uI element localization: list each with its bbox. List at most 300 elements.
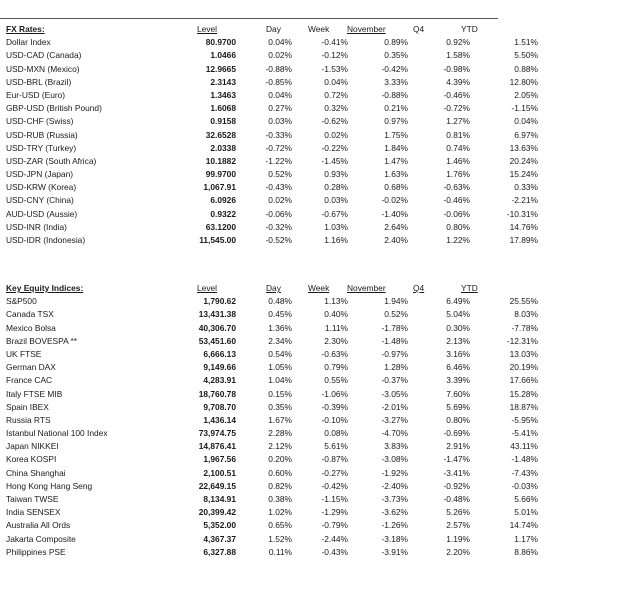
fx-cell-ytd: 13.63%: [509, 142, 538, 153]
fx-cell-q4: 1.76%: [446, 169, 470, 180]
equity-cell-q4: 1.19%: [446, 533, 470, 544]
fx-header-level: Level: [197, 24, 218, 34]
equity-cell-day: 1.02%: [268, 507, 292, 518]
equity-table-row: [0, 505, 640, 518]
equity-cell-q4: -0.92%: [443, 480, 470, 491]
equity-cell-q4: 3.39%: [446, 375, 470, 386]
equity-cell-name: Australia All Ords: [6, 520, 71, 531]
fx-cell-q4: -0.63%: [443, 182, 470, 193]
fx-cell-week: -0.12%: [321, 50, 348, 61]
fx-cell-week: -1.45%: [321, 155, 348, 166]
equity-cell-month: 0.52%: [384, 309, 408, 320]
equity-cell-month: -3.05%: [381, 388, 408, 399]
equity-cell-level: 2,100.51: [203, 467, 236, 478]
equity-cell-level: 8,134.91: [203, 494, 236, 504]
fx-cell-month: -0.42%: [381, 63, 408, 74]
fx-cell-week: -0.22%: [321, 142, 348, 153]
fx-cell-day: 0.52%: [268, 169, 292, 180]
equity-header-month: November: [347, 283, 386, 293]
fx-header-day: Day: [266, 24, 281, 34]
equity-cell-day: 2.34%: [268, 335, 292, 346]
equity-cell-level: 73,974.75: [198, 428, 236, 439]
fx-cell-ytd: -10.31%: [506, 208, 538, 219]
equity-table-row: [0, 321, 640, 334]
equity-cell-ytd: 5.66%: [514, 494, 538, 504]
fx-cell-week: 0.04%: [324, 76, 348, 87]
equity-cell-month: -0.97%: [381, 348, 408, 359]
equity-cell-q4: 2.57%: [446, 520, 470, 531]
equity-cell-day: 0.82%: [268, 480, 292, 491]
fx-cell-name: USD-CNY (China): [6, 195, 74, 206]
fx-cell-q4: 0.80%: [446, 221, 470, 232]
equity-cell-level: 5,352.00: [203, 520, 236, 531]
equity-cell-day: 2.12%: [268, 441, 292, 452]
fx-cell-level: 11,545.00: [199, 235, 236, 245]
fx-cell-q4: -0.06%: [443, 208, 470, 219]
equity-cell-name: UK FTSE: [6, 348, 42, 359]
fx-cell-month: 1.47%: [384, 155, 408, 166]
equity-cell-week: -0.27%: [321, 467, 348, 478]
fx-cell-day: 0.04%: [268, 89, 292, 100]
fx-table-row: [0, 114, 640, 127]
equity-cell-day: 1.04%: [268, 375, 292, 386]
fx-cell-day: 0.03%: [268, 116, 292, 127]
equity-cell-month: -3.08%: [381, 454, 408, 465]
fx-cell-name: Eur-USD (Euro): [6, 89, 66, 100]
equity-cell-q4: -3.41%: [443, 467, 470, 478]
equity-cell-q4: 6.49%: [446, 296, 470, 307]
equity-cell-week: -1.06%: [321, 388, 348, 399]
equity-cell-week: 0.08%: [324, 428, 348, 439]
equity-cell-week: -0.42%: [321, 480, 348, 491]
equity-cell-week: 5.61%: [324, 441, 348, 452]
fx-table-row: [0, 207, 640, 220]
equity-cell-ytd: 25.55%: [509, 296, 538, 307]
fx-cell-week: -0.41%: [321, 37, 348, 48]
fx-table-row: [0, 154, 640, 167]
equity-cell-month: -2.01%: [381, 401, 408, 412]
fx-cell-month: 2.64%: [384, 221, 408, 232]
equity-cell-level: 22,649.15: [198, 480, 236, 491]
equity-cell-week: -0.39%: [321, 401, 348, 412]
equity-cell-week: -2.44%: [321, 533, 348, 544]
equity-cell-day: 1.67%: [268, 414, 292, 425]
equity-table-row: [0, 413, 640, 426]
equity-cell-name: S&P500: [6, 296, 37, 307]
equity-cell-name: Brazil BOVESPA **: [6, 335, 78, 346]
equity-cell-week: 0.40%: [324, 309, 348, 320]
equity-table-row: [0, 426, 640, 439]
equity-cell-level: 6,327.88: [203, 546, 236, 557]
fx-cell-level: 32.6528: [205, 129, 236, 140]
fx-table-row: [0, 62, 640, 75]
fx-cell-q4: 4.39%: [446, 76, 470, 87]
fx-cell-day: -0.52%: [265, 235, 292, 245]
equity-cell-q4: 2.91%: [446, 441, 470, 452]
equity-table-row: [0, 373, 640, 386]
fx-cell-month: 0.35%: [384, 50, 408, 61]
fx-rates-table: [0, 22, 640, 246]
fx-cell-q4: -0.98%: [443, 63, 470, 74]
fx-cell-name: USD-JPN (Japan): [6, 169, 74, 180]
fx-table-row: [0, 141, 640, 154]
fx-cell-name: Dollar Index: [6, 37, 51, 48]
equity-cell-ytd: -5.95%: [511, 414, 538, 425]
equity-cell-name: Istanbul National 100 Index: [6, 428, 108, 439]
fx-cell-week: 0.03%: [324, 195, 348, 206]
equity-cell-level: 9,708.70: [203, 401, 236, 412]
equity-cell-name: China Shanghai: [6, 467, 66, 478]
fx-table-row: [0, 35, 640, 48]
equity-cell-ytd: 18.87%: [509, 401, 538, 412]
fx-table-row: [0, 233, 640, 246]
equity-table-row: [0, 479, 640, 492]
equity-table-row: [0, 400, 640, 413]
equity-cell-week: 2.30%: [324, 335, 348, 346]
fx-cell-week: 0.02%: [324, 129, 348, 140]
equity-cell-week: -0.10%: [321, 414, 348, 425]
fx-table-row: [0, 167, 640, 180]
equity-cell-q4: 2.20%: [446, 546, 470, 557]
fx-cell-q4: -0.46%: [443, 89, 470, 100]
equity-cell-week: -0.79%: [321, 520, 348, 531]
equity-cell-name: Italy FTSE MIB: [6, 388, 63, 399]
equity-cell-name: Japan NIKKEI: [6, 441, 59, 452]
equity-cell-level: 13,431.38: [198, 309, 236, 320]
equity-cell-ytd: -7.43%: [511, 467, 538, 478]
equity-cell-name: Hong Kong Hang Seng: [6, 480, 93, 491]
fx-table-row: [0, 101, 640, 114]
equity-cell-q4: -0.69%: [443, 428, 470, 439]
fx-cell-month: 3.33%: [384, 76, 408, 87]
equity-cell-q4: -0.48%: [443, 494, 470, 504]
fx-cell-week: -0.67%: [321, 208, 348, 219]
equity-cell-week: -1.29%: [321, 507, 348, 518]
fx-cell-day: 0.02%: [268, 195, 292, 206]
equity-header-day: Day: [266, 283, 281, 293]
equity-cell-ytd: -12.31%: [506, 335, 538, 346]
fx-cell-month: 0.97%: [384, 116, 408, 127]
fx-table-row: [0, 180, 640, 193]
equity-table-row: [0, 387, 640, 400]
fx-cell-day: -0.43%: [265, 182, 292, 193]
equity-cell-ytd: -1.48%: [511, 454, 538, 465]
equity-cell-week: -0.87%: [321, 454, 348, 465]
fx-cell-month: 0.21%: [384, 103, 408, 114]
fx-cell-name: AUD-USD (Aussie): [6, 208, 78, 219]
equity-header-level: Level: [197, 283, 218, 293]
equity-cell-week: -1.15%: [321, 494, 348, 504]
fx-cell-name: USD-MXN (Mexico): [6, 63, 80, 74]
equity-cell-month: -0.37%: [381, 375, 408, 386]
fx-header-month: November: [347, 24, 386, 34]
equity-cell-name: France CAC: [6, 375, 53, 386]
equity-table-row: [0, 518, 640, 531]
equity-cell-ytd: 13.03%: [509, 348, 538, 359]
fx-cell-ytd: -1.15%: [511, 103, 538, 114]
equity-cell-level: 1,967.56: [203, 454, 236, 465]
fx-cell-q4: 1.46%: [446, 155, 470, 166]
fx-cell-day: -0.72%: [265, 142, 292, 153]
fx-table-row: [0, 48, 640, 61]
fx-cell-day: -0.06%: [265, 208, 292, 219]
equity-cell-day: 0.38%: [268, 494, 292, 504]
fx-cell-day: 0.02%: [268, 50, 292, 61]
fx-cell-level: 6.0926: [210, 195, 236, 206]
equity-cell-day: 0.11%: [268, 546, 292, 557]
equity-cell-month: -1.48%: [381, 335, 408, 346]
fx-cell-month: -1.40%: [381, 208, 408, 219]
equity-table-row: [0, 347, 640, 360]
equity-cell-level: 1,436.14: [203, 414, 236, 425]
equity-cell-month: 3.83%: [384, 441, 408, 452]
equity-cell-name: Russia RTS: [6, 414, 51, 425]
fx-cell-name: USD-TRY (Turkey): [6, 142, 77, 153]
fx-table-row: [0, 193, 640, 206]
equity-cell-ytd: 14.74%: [509, 520, 538, 531]
equity-cell-name: Canada TSX: [6, 309, 54, 320]
fx-cell-month: 2.40%: [384, 235, 408, 245]
equity-cell-day: 0.65%: [268, 520, 292, 531]
fx-table-body: [0, 35, 640, 246]
fx-cell-q4: 1.22%: [446, 235, 470, 245]
fx-cell-week: 0.32%: [324, 103, 348, 114]
equity-cell-day: 2.28%: [268, 428, 292, 439]
equity-cell-week: 0.79%: [324, 362, 348, 373]
fx-cell-day: 0.04%: [268, 37, 292, 48]
fx-cell-level: 99.9700: [205, 169, 236, 180]
equity-cell-ytd: -7.78%: [511, 322, 538, 333]
equity-table-row: [0, 545, 640, 558]
fx-cell-day: -0.33%: [265, 129, 292, 140]
fx-cell-month: 0.89%: [384, 37, 408, 48]
equity-cell-name: Jakarta Composite: [6, 533, 76, 544]
equity-cell-month: -3.18%: [381, 533, 408, 544]
fx-cell-ytd: 20.24%: [509, 155, 538, 166]
fx-cell-name: USD-CAD (Canada): [6, 50, 82, 61]
fx-header-q4: Q4: [413, 24, 425, 34]
fx-cell-ytd: 14.76%: [509, 221, 538, 232]
equity-cell-name: Korea KOSPI: [6, 454, 57, 465]
fx-cell-month: 1.75%: [384, 129, 408, 140]
fx-cell-name: USD-IDR (Indonesia): [6, 235, 86, 245]
equity-cell-day: 0.15%: [268, 388, 292, 399]
fx-cell-name: USD-BRL (Brazil): [6, 76, 72, 87]
equity-cell-month: -3.73%: [381, 494, 408, 504]
equity-cell-week: -0.43%: [321, 546, 348, 557]
fx-cell-level: 0.9322: [210, 208, 236, 219]
equity-cell-month: -1.92%: [381, 467, 408, 478]
equity-cell-level: 4,367.37: [203, 533, 236, 544]
fx-cell-level: 12.9665: [205, 63, 236, 74]
equity-cell-level: 18,760.78: [198, 388, 236, 399]
fx-cell-level: 10.1882: [205, 155, 236, 166]
fx-cell-level: 1.3463: [210, 89, 236, 100]
equity-cell-day: 0.60%: [268, 467, 292, 478]
equity-cell-q4: -1.47%: [443, 454, 470, 465]
equity-cell-month: -3.91%: [381, 546, 408, 557]
equity-cell-level: 40,306.70: [198, 322, 236, 333]
equity-header-ytd: YTD: [461, 283, 478, 293]
equity-cell-month: 1.94%: [384, 296, 408, 307]
equity-cell-week: 1.13%: [324, 296, 348, 307]
equity-cell-ytd: 8.86%: [514, 546, 538, 557]
equity-cell-ytd: 20.19%: [509, 362, 538, 373]
fx-cell-q4: 0.74%: [446, 142, 470, 153]
fx-cell-q4: 0.81%: [446, 129, 470, 140]
fx-cell-day: 0.27%: [268, 103, 292, 114]
fx-table-row: [0, 88, 640, 101]
fx-cell-day: -0.32%: [265, 221, 292, 232]
equity-table-row: [0, 307, 640, 320]
fx-cell-level: 63.1200: [205, 221, 236, 232]
equity-header-q4: Q4: [413, 283, 425, 293]
fx-cell-name: GBP-USD (British Pound): [6, 103, 102, 114]
equity-cell-q4: 0.30%: [446, 322, 470, 333]
fx-cell-level: 0.9158: [210, 116, 236, 127]
equity-cell-name: Philippines PSE: [6, 546, 66, 557]
equity-table-row: [0, 439, 640, 452]
equity-cell-level: 6,666.13: [203, 348, 236, 359]
fx-cell-ytd: 5.50%: [514, 50, 538, 61]
equity-cell-name: Mexico Bolsa: [6, 322, 56, 333]
equity-cell-day: 0.20%: [268, 454, 292, 465]
fx-header-ytd: YTD: [461, 24, 478, 34]
equity-cell-ytd: 17.66%: [509, 375, 538, 386]
equity-cell-ytd: -5.41%: [511, 428, 538, 439]
fx-cell-month: -0.02%: [381, 195, 408, 206]
equity-cell-ytd: 1.17%: [514, 533, 538, 544]
fx-table-row: [0, 75, 640, 88]
equity-header-row: [0, 281, 640, 294]
equity-cell-q4: 6.46%: [446, 362, 470, 373]
equity-table-row: [0, 294, 640, 307]
equity-table-row: [0, 452, 640, 465]
equity-cell-week: 0.55%: [324, 375, 348, 386]
fx-cell-week: 0.93%: [324, 169, 348, 180]
equity-table-row: [0, 532, 640, 545]
equity-cell-month: -4.70%: [381, 428, 408, 439]
fx-cell-week: -1.53%: [321, 63, 348, 74]
equity-cell-ytd: -0.03%: [511, 480, 538, 491]
fx-cell-ytd: 0.88%: [514, 63, 538, 74]
equity-cell-month: -1.78%: [381, 322, 408, 333]
fx-cell-level: 1,067.91: [203, 182, 236, 193]
fx-cell-month: 0.68%: [384, 182, 408, 193]
fx-cell-level: 1.6068: [210, 103, 236, 114]
fx-table-row: [0, 128, 640, 141]
equity-cell-ytd: 8.03%: [514, 309, 538, 320]
equity-cell-q4: 5.26%: [446, 507, 470, 518]
equity-cell-q4: 0.80%: [446, 414, 470, 425]
fx-cell-name: USD-KRW (Korea): [6, 182, 77, 193]
equity-cell-ytd: 15.28%: [509, 388, 538, 399]
fx-cell-q4: 1.58%: [446, 50, 470, 61]
fx-cell-level: 80.9700: [205, 37, 236, 48]
fx-cell-level: 2.0338: [210, 142, 236, 153]
fx-cell-q4: -0.72%: [443, 103, 470, 114]
equity-cell-day: 0.35%: [268, 401, 292, 412]
equity-cell-q4: 5.04%: [446, 309, 470, 320]
equity-cell-month: -3.27%: [381, 414, 408, 425]
fx-cell-q4: 0.92%: [446, 37, 470, 48]
table-top-rule: [0, 18, 498, 19]
equity-cell-level: 53,451.60: [198, 335, 236, 346]
equity-table-body: [0, 294, 640, 558]
fx-cell-week: 0.28%: [324, 182, 348, 193]
equity-cell-day: 0.45%: [268, 309, 292, 320]
equity-cell-name: German DAX: [6, 362, 56, 373]
equity-cell-level: 20,399.42: [198, 507, 236, 518]
fx-cell-week: 0.72%: [324, 89, 348, 100]
fx-cell-month: 1.84%: [384, 142, 408, 153]
equity-cell-level: 9,149.66: [203, 362, 236, 373]
fx-cell-level: 1.0466: [210, 50, 236, 61]
fx-cell-ytd: 0.04%: [514, 116, 538, 127]
equity-cell-month: -1.26%: [381, 520, 408, 531]
fx-cell-week: 1.03%: [324, 221, 348, 232]
equity-cell-q4: 5.69%: [446, 401, 470, 412]
fx-header-row: [0, 22, 640, 35]
fx-cell-ytd: 6.97%: [514, 129, 538, 140]
equity-cell-week: 1.11%: [324, 322, 348, 333]
equity-table-row: [0, 334, 640, 347]
fx-cell-level: 2.3143: [210, 76, 236, 87]
fx-cell-ytd: 17.89%: [509, 235, 538, 245]
equity-cell-q4: 3.16%: [446, 348, 470, 359]
equity-cell-month: -2.40%: [381, 480, 408, 491]
equity-cell-q4: 7.60%: [446, 388, 470, 399]
equity-table-row: [0, 466, 640, 479]
fx-cell-q4: 1.27%: [446, 116, 470, 127]
fx-cell-q4: -0.46%: [443, 195, 470, 206]
fx-cell-day: -1.22%: [265, 155, 292, 166]
equity-cell-name: India SENSEX: [6, 507, 61, 518]
fx-cell-ytd: 2.05%: [514, 89, 538, 100]
fx-header-week: Week: [308, 24, 330, 34]
equity-cell-name: Taiwan TWSE: [6, 494, 59, 504]
equity-cell-month: 1.28%: [384, 362, 408, 373]
fx-cell-day: -0.88%: [265, 63, 292, 74]
equity-cell-q4: 2.13%: [446, 335, 470, 346]
equity-cell-week: -0.63%: [321, 348, 348, 359]
equity-cell-day: 0.48%: [268, 296, 292, 307]
equity-cell-level: 1,790.62: [203, 296, 236, 307]
fx-cell-name: USD-ZAR (South Africa): [6, 155, 97, 166]
equity-cell-name: Spain IBEX: [6, 401, 49, 412]
equity-cell-day: 0.54%: [268, 348, 292, 359]
equity-header-week: Week: [308, 283, 330, 293]
equity-table-row: [0, 360, 640, 373]
equity-indices-table: [0, 281, 640, 558]
equity-table-row: [0, 492, 640, 505]
fx-cell-month: -0.88%: [381, 89, 408, 100]
fx-cell-name: USD-INR (India): [6, 221, 67, 232]
equity-cell-level: 4,283.91: [203, 375, 236, 386]
fx-cell-name: USD-RUB (Russia): [6, 129, 78, 140]
fx-cell-day: -0.85%: [265, 76, 292, 87]
equity-title: Key Equity Indices:: [6, 283, 84, 293]
fx-cell-ytd: 0.33%: [514, 182, 538, 193]
fx-table-row: [0, 220, 640, 233]
fx-cell-ytd: 15.24%: [509, 169, 538, 180]
equity-cell-ytd: 5.01%: [514, 507, 538, 518]
fx-cell-month: 1.63%: [384, 169, 408, 180]
equity-cell-level: 14,876.41: [198, 441, 236, 452]
equity-cell-day: 1.52%: [268, 533, 292, 544]
fx-cell-ytd: -2.21%: [511, 195, 538, 206]
equity-cell-day: 1.36%: [268, 322, 292, 333]
